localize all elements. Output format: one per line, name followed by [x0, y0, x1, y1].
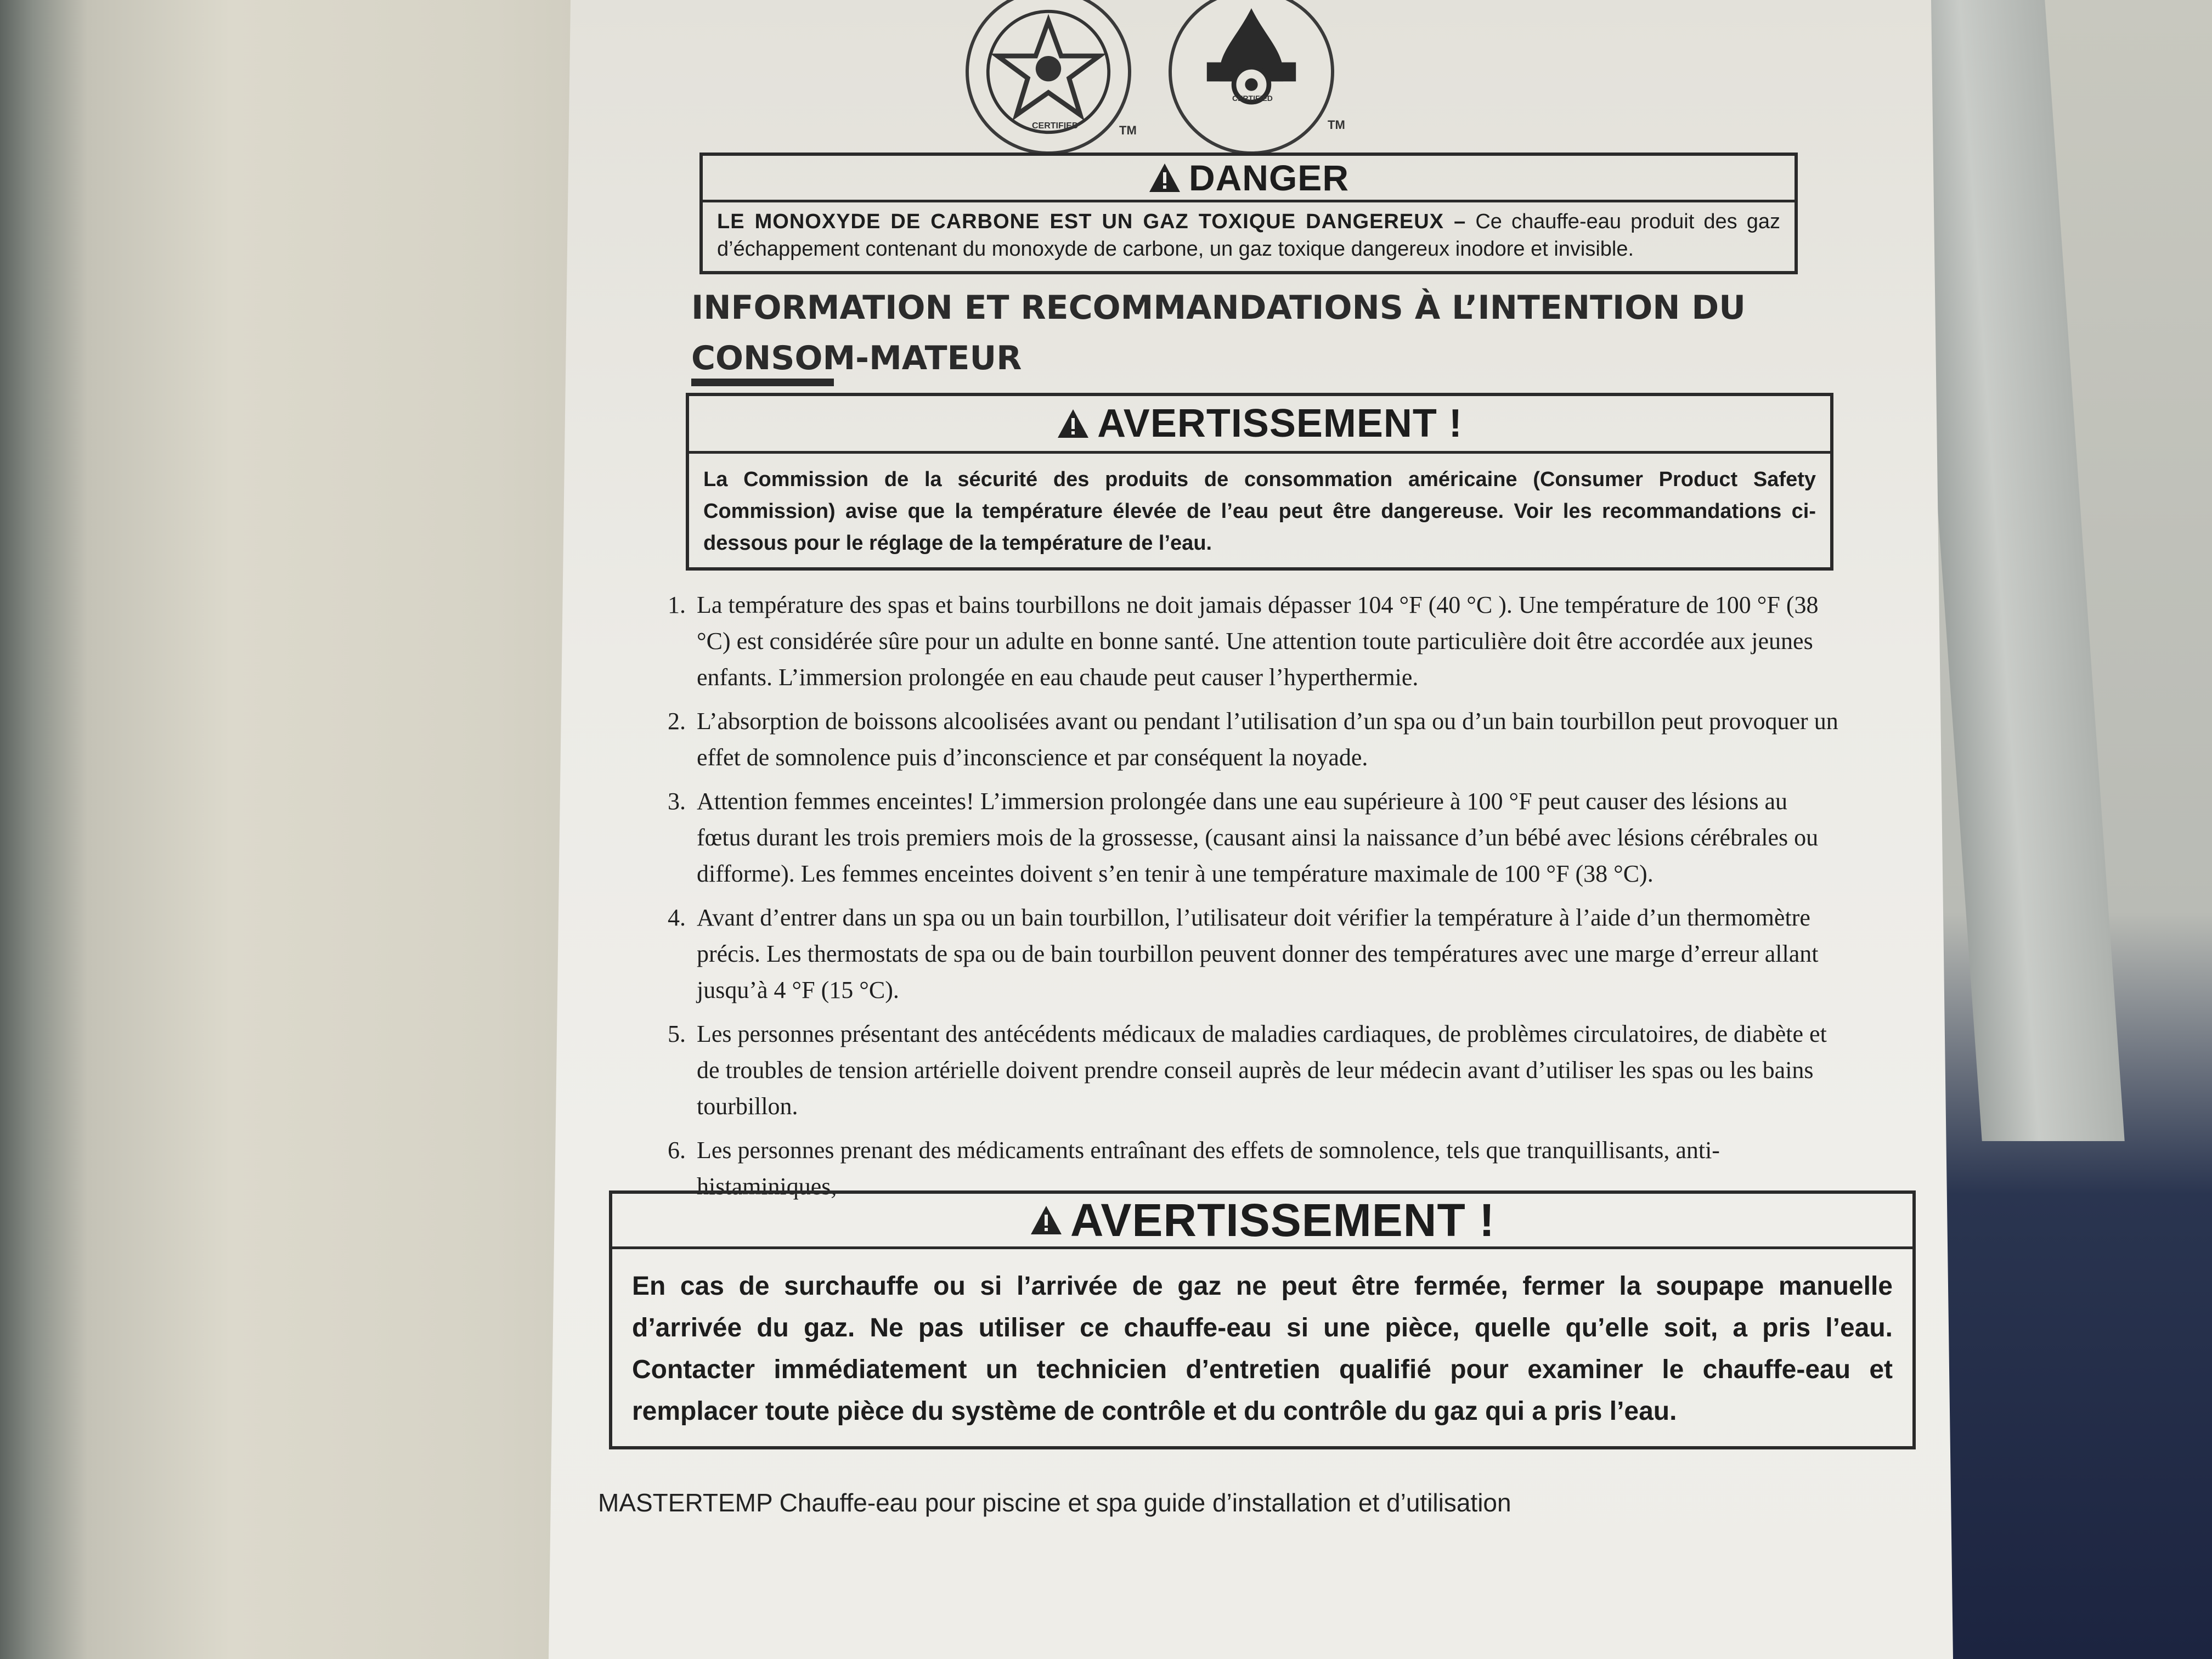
list-text: Les personnes prenant des médicaments entraînant des effets de somnolence, tels que tranquillisants, anti-histaminiques,	[697, 1137, 1720, 1200]
list-item	[642, 783, 1843, 892]
list-number: 2.	[668, 708, 686, 735]
warning-triangle-icon	[1148, 162, 1181, 193]
warning-header	[689, 396, 1830, 454]
list-item	[642, 900, 1843, 1008]
warning-title: AVERTISSEMENT !	[1070, 1194, 1496, 1246]
warning-title: AVERTISSEMENT !	[1097, 402, 1463, 445]
warning-triangle-icon	[1030, 1205, 1063, 1235]
background-left	[0, 0, 603, 1659]
section-title: INFORMATION ET RECOMMANDATIONS À L’INTENTION DU CONSOM-MATEUR	[691, 289, 1746, 377]
trademark-mark: TM	[1119, 123, 1137, 137]
list-item	[642, 703, 1843, 776]
danger-lead: LE MONOXYDE DE CARBONE EST UN GAZ TOXIQUE DANGEREUX –	[717, 210, 1466, 233]
warning-text: La Commission de la sécurité des produits de consommation américaine (Consumer Product Safety Commission) avise que la température élevée de l’eau peut être dangereuse. Voir les recommandations ci-dessous pour le réglage de la température de l’eau.	[703, 468, 1816, 555]
list-text: Les personnes présentant des antécédents médicaux de maladies cardiaques, de problèmes circulatoires, de diabète et de troubles de tension artérielle doivent prendre conseil auprès de leur médecin avant d’utiliser les spas ou les bains tourbillon.	[697, 1020, 1827, 1120]
list-item	[642, 1016, 1843, 1125]
warning-box-consumer	[686, 393, 1833, 571]
danger-description: Ce chauffe-eau produit des gaz d’échappement contenant du monoxyde de carbone, un gaz toxique dangereux inodore et invisible.	[717, 210, 1780, 261]
list-text: Avant d’entrer dans un spa ou un bain tourbillon, l’utilisateur doit vérifier la température à l’aide d’un thermomètre précis. Les thermostats de spa ou de bain tourbillon peuvent donner des températures avec une marge d’erreur allant jusqu’à 4 °F (15 °C).	[697, 904, 1819, 1003]
danger-box	[699, 153, 1798, 274]
page-footer: MASTERTEMP Chauffe-eau pour piscine et spa guide d’installation et d’utilisation	[598, 1488, 1511, 1517]
certification-logos	[966, 0, 1361, 148]
star-certification-logo-icon	[966, 0, 1131, 155]
recommendations-list	[642, 587, 1843, 1212]
warning-text: En cas de surchauffe ou si l’arrivée de gaz ne peut être fermée, fermer la soupape manuelle d’arrivée du gaz. Ne pas utiliser ce chauffe-eau si une pièce, quelle qu’elle soit, a pris l’eau. Contacter immédiatement un technicien d’entretien qualifié pour examiner le chauffe-eau et remplacer toute pièce du système de contrôle et du contrôle du gaz qui a pris l’eau.	[632, 1272, 1893, 1426]
list-number: 6.	[668, 1137, 686, 1164]
trademark-mark: TM	[1328, 118, 1345, 132]
logo-caption: CERTIFIED	[1032, 121, 1079, 131]
list-text: La température des spas et bains tourbillons ne doit jamais dépasser 104 °F (40 °C ). Une température de 100 °F (38 °C) est considérée sûre pour un adulte en bonne santé. Une attention toute particulière doit être accordée aux jeunes enfants. L’immersion prolongée en eau chaude peut causer l’hyperthermie.	[697, 591, 1819, 691]
danger-text	[703, 202, 1795, 268]
list-number: 5.	[668, 1020, 686, 1047]
warning-header	[612, 1194, 1912, 1249]
danger-header	[703, 156, 1795, 202]
warning-triangle-icon	[1057, 408, 1090, 439]
list-text: Attention femmes enceintes! L’immersion prolongée dans une eau supérieure à 100 °F peut causer des lésions au fœtus durant les trois premiers mois de la grossesse, (causant ainsi la naissance d’un bébé avec lésions cérébrales ou difforme). Les femmes enceintes doivent s’en tenir à une température maximale de 100 °F (38 °C).	[697, 788, 1819, 887]
list-text: L’absorption de boissons alcoolisées avant ou pendant l’utilisation d’un spa ou d’un bain tourbillon peut provoquer un effet de somnolence puis d’inconscience et par conséquent la noyade.	[697, 708, 1838, 771]
logo-caption: CERTIFIED	[1232, 94, 1273, 103]
list-item	[642, 587, 1843, 696]
page-content	[598, 0, 1909, 1659]
list-number: 3.	[668, 788, 686, 815]
flame-certification-logo-icon	[1169, 0, 1334, 155]
list-number: 1.	[668, 591, 686, 618]
warning-box-overheat	[609, 1190, 1916, 1449]
danger-title: DANGER	[1188, 157, 1349, 198]
list-number: 4.	[668, 904, 686, 931]
title-underline	[691, 379, 834, 386]
